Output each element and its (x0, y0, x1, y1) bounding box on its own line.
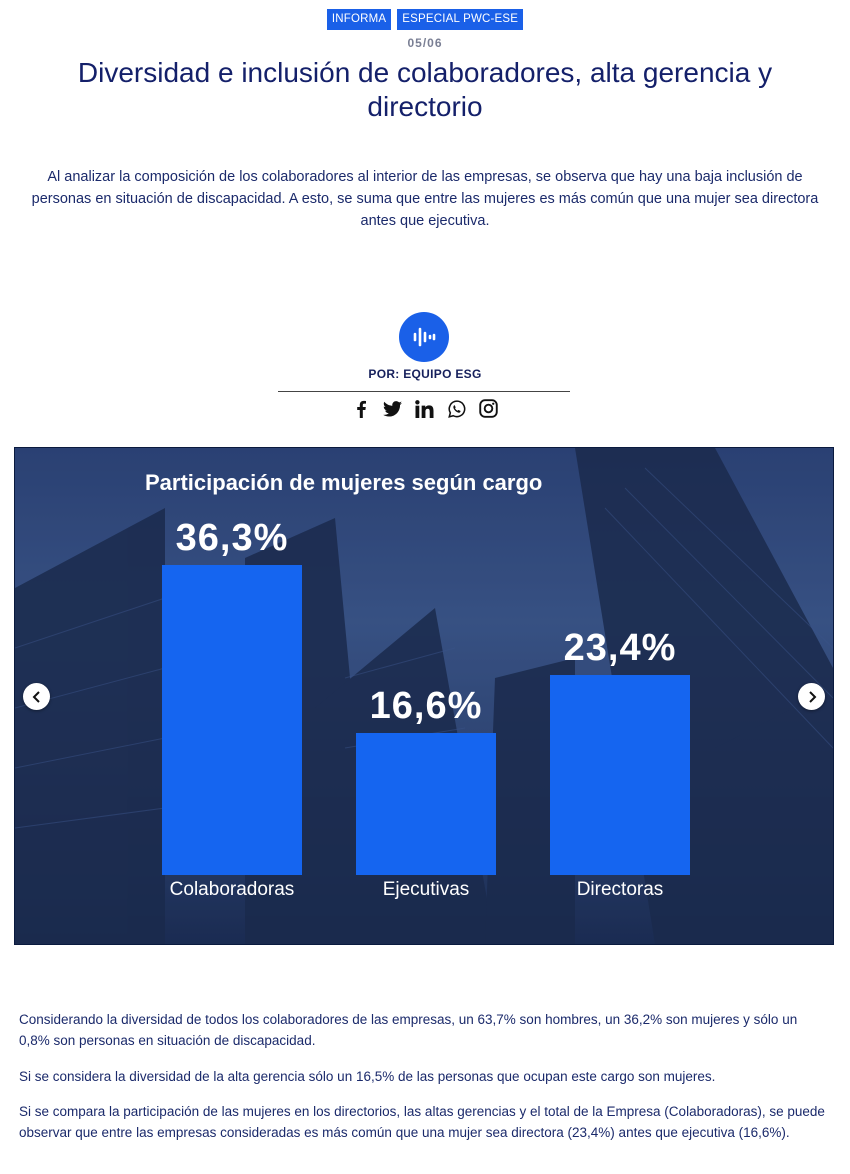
body-paragraph: Considerando la diversidad de todos los colaboradores de las empresas, un 63,7% son hombres, un 36,2% son mujeres y sólo un 0,8% son personas en situación de discapacidad. (19, 1012, 798, 1048)
chevron-left-icon (32, 691, 42, 703)
bar-value-label: 23,4% (563, 627, 677, 669)
divider (278, 391, 570, 392)
bar-value-label: 36,3% (175, 517, 289, 559)
share-bar (350, 398, 499, 419)
author-label: POR: EQUIPO ESG (368, 367, 482, 381)
page-title: Diversidad e inclusión de colaboradores, alta gerencia y directorio (77, 57, 773, 122)
chart-title: Participación de mujeres según cargo (145, 470, 543, 495)
instagram-icon[interactable] (478, 398, 499, 419)
facebook-icon[interactable] (350, 398, 371, 419)
tag-list (0, 9, 850, 30)
chevron-right-icon (807, 691, 817, 703)
whatsapp-icon[interactable] (446, 398, 467, 419)
bar-value-label: 16,6% (369, 685, 483, 727)
page-indicator: 05/06 (407, 36, 443, 50)
soundwave-icon (399, 312, 449, 362)
body-paragraph: Si se considera la diversidad de la alta gerencia sólo un 16,5% de las personas que ocupan este cargo son mujeres. (19, 1069, 716, 1084)
carousel-prev-button[interactable] (23, 683, 50, 710)
bar-directoras (550, 675, 690, 875)
category-label: Ejecutivas (382, 879, 470, 900)
body-paragraph: Si se compara la participación de las mujeres en los directorios, las altas gerencias y el total de la Empresa (Colaboradoras), se puede observar que entre las empresas consideradas es más común que una mujer sea directora (23,4%) antes que ejecutiva (16,6%). (19, 1104, 825, 1140)
bar-colaboradoras (162, 565, 302, 875)
chart-banner (14, 447, 834, 945)
tag-especial[interactable]: ESPECIAL PWC-ESE (397, 9, 523, 30)
twitter-icon[interactable] (382, 398, 403, 419)
intro-paragraph: Al analizar la composición de los colaboradores al interior de las empresas, se observa que hay una baja inclusión de personas en situación de discapacidad. A esto, se suma que entre las mujeres es más común que una mujer sea directora antes que ejecutiva. (31, 169, 819, 229)
bar-ejecutivas (356, 733, 496, 875)
category-label: Directoras (576, 879, 664, 900)
linkedin-icon[interactable] (414, 398, 435, 419)
tag-informa[interactable]: INFORMA (327, 9, 391, 30)
carousel-next-button[interactable] (798, 683, 825, 710)
category-label: Colaboradoras (169, 879, 295, 900)
